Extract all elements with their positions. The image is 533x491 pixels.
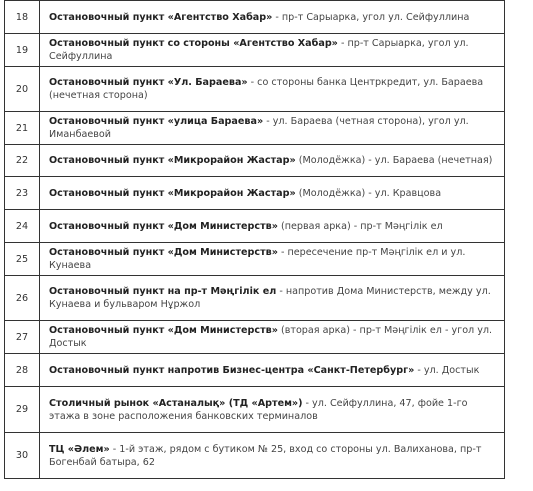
row-description: [40, 433, 505, 479]
row-description: [40, 276, 505, 321]
stop-location: - 1-й этаж, рядом с бутиком № 25, вход со стороны ул. Валиханова, пр-т Богенбай батыра, 62: [49, 443, 482, 468]
table-row: [5, 433, 505, 479]
row-number: 19: [5, 34, 40, 67]
stop-name: Остановочный пункт «Дом Министерств»: [49, 325, 278, 336]
stop-name: Остановочный пункт «Агентство Хабар»: [49, 11, 273, 23]
row-description: [40, 321, 505, 354]
stop-location: - напротив Дома Министерств, между ул. Кунаева и бульваром Нұржол: [49, 286, 491, 310]
stop-location: - ул. Сейфуллина, 47, фойе 1-го этажа в зоне расположения банковских терминалов: [49, 397, 468, 422]
stop-location: - ул. Достык: [414, 364, 480, 376]
table-row: [5, 67, 505, 112]
row-description: [40, 354, 505, 387]
stop-name: Остановочный пункт со стороны «Агентство Хабар»: [49, 38, 338, 49]
stop-name: ТЦ «Әлем»: [49, 443, 110, 455]
row-description: [40, 34, 505, 67]
table-row: [5, 276, 505, 321]
table-row: [5, 321, 505, 354]
stop-location: - ул. Бараева (четная сторона), угол ул. Иманбаевой: [49, 116, 469, 140]
table-row: [5, 177, 505, 210]
stop-location: - со стороны банка Центркредит, ул. Бараева (нечетная сторона): [49, 77, 484, 101]
stop-location: - пр-т Сарыарка, угол ул. Сейфуллина: [49, 38, 469, 62]
table-row: [5, 354, 505, 387]
table-row: [5, 210, 505, 243]
row-number: 18: [5, 1, 40, 34]
row-number: 24: [5, 210, 40, 243]
row-number: 25: [5, 243, 40, 276]
table-row: [5, 1, 505, 34]
table-row: [5, 387, 505, 433]
stop-name: Остановочный пункт на пр-т Мәңгілік ел: [49, 286, 277, 297]
stop-name: Остановочный пункт «Ул. Бараева»: [49, 77, 248, 88]
row-number: 20: [5, 67, 40, 112]
row-description: [40, 1, 505, 34]
row-description: [40, 112, 505, 145]
stop-name: Остановочный пункт «Дом Министерств»: [49, 247, 278, 258]
row-number: 21: [5, 112, 40, 145]
row-description: [40, 67, 505, 112]
stop-location: (первая арка) - пр-т Мәңгілік ел: [277, 220, 443, 232]
stop-location: (Молодёжка) - ул. Бараева (нечетная): [295, 155, 493, 166]
row-number: 30: [5, 433, 40, 479]
row-number: 22: [5, 145, 40, 177]
row-description: [40, 243, 505, 276]
stops-table: [4, 0, 505, 479]
table-row: [5, 243, 505, 276]
row-number: 28: [5, 354, 40, 387]
stops-table-container: [4, 0, 505, 479]
table-row: [5, 112, 505, 145]
stop-name: Остановочный пункт «Микрорайон Жастар»: [49, 187, 296, 199]
stop-location: - пересечение пр-т Мәңгілік ел и ул. Кунаева: [49, 247, 466, 271]
row-description: [40, 145, 505, 177]
stop-name: Столичный рынок «Астаналық» (ТД «Артем»): [49, 397, 303, 409]
row-description: [40, 387, 505, 433]
row-number: 26: [5, 276, 40, 321]
row-description: [40, 177, 505, 210]
row-number: 27: [5, 321, 40, 354]
table-row: [5, 34, 505, 67]
row-number: 29: [5, 387, 40, 433]
stop-location: (вторая арка) - пр-т Мәңгілік ел - угол ул. Достык: [49, 325, 493, 349]
stop-name: Остановочный пункт «Микрорайон Жастар»: [49, 155, 296, 166]
stop-location: - пр-т Сарыарка, угол ул. Сейфуллина: [272, 11, 470, 23]
stops-table-body: [5, 1, 505, 479]
stop-name: Остановочный пункт напротив Бизнес-центра «Санкт-Петербург»: [49, 364, 415, 376]
row-description: [40, 210, 505, 243]
stop-name: Остановочный пункт «Дом Министерств»: [49, 220, 278, 232]
stop-name: Остановочный пункт «улица Бараева»: [49, 116, 264, 127]
row-number: 23: [5, 177, 40, 210]
stop-location: (Молодёжка) - ул. Кравцова: [295, 187, 442, 199]
table-row: [5, 145, 505, 177]
